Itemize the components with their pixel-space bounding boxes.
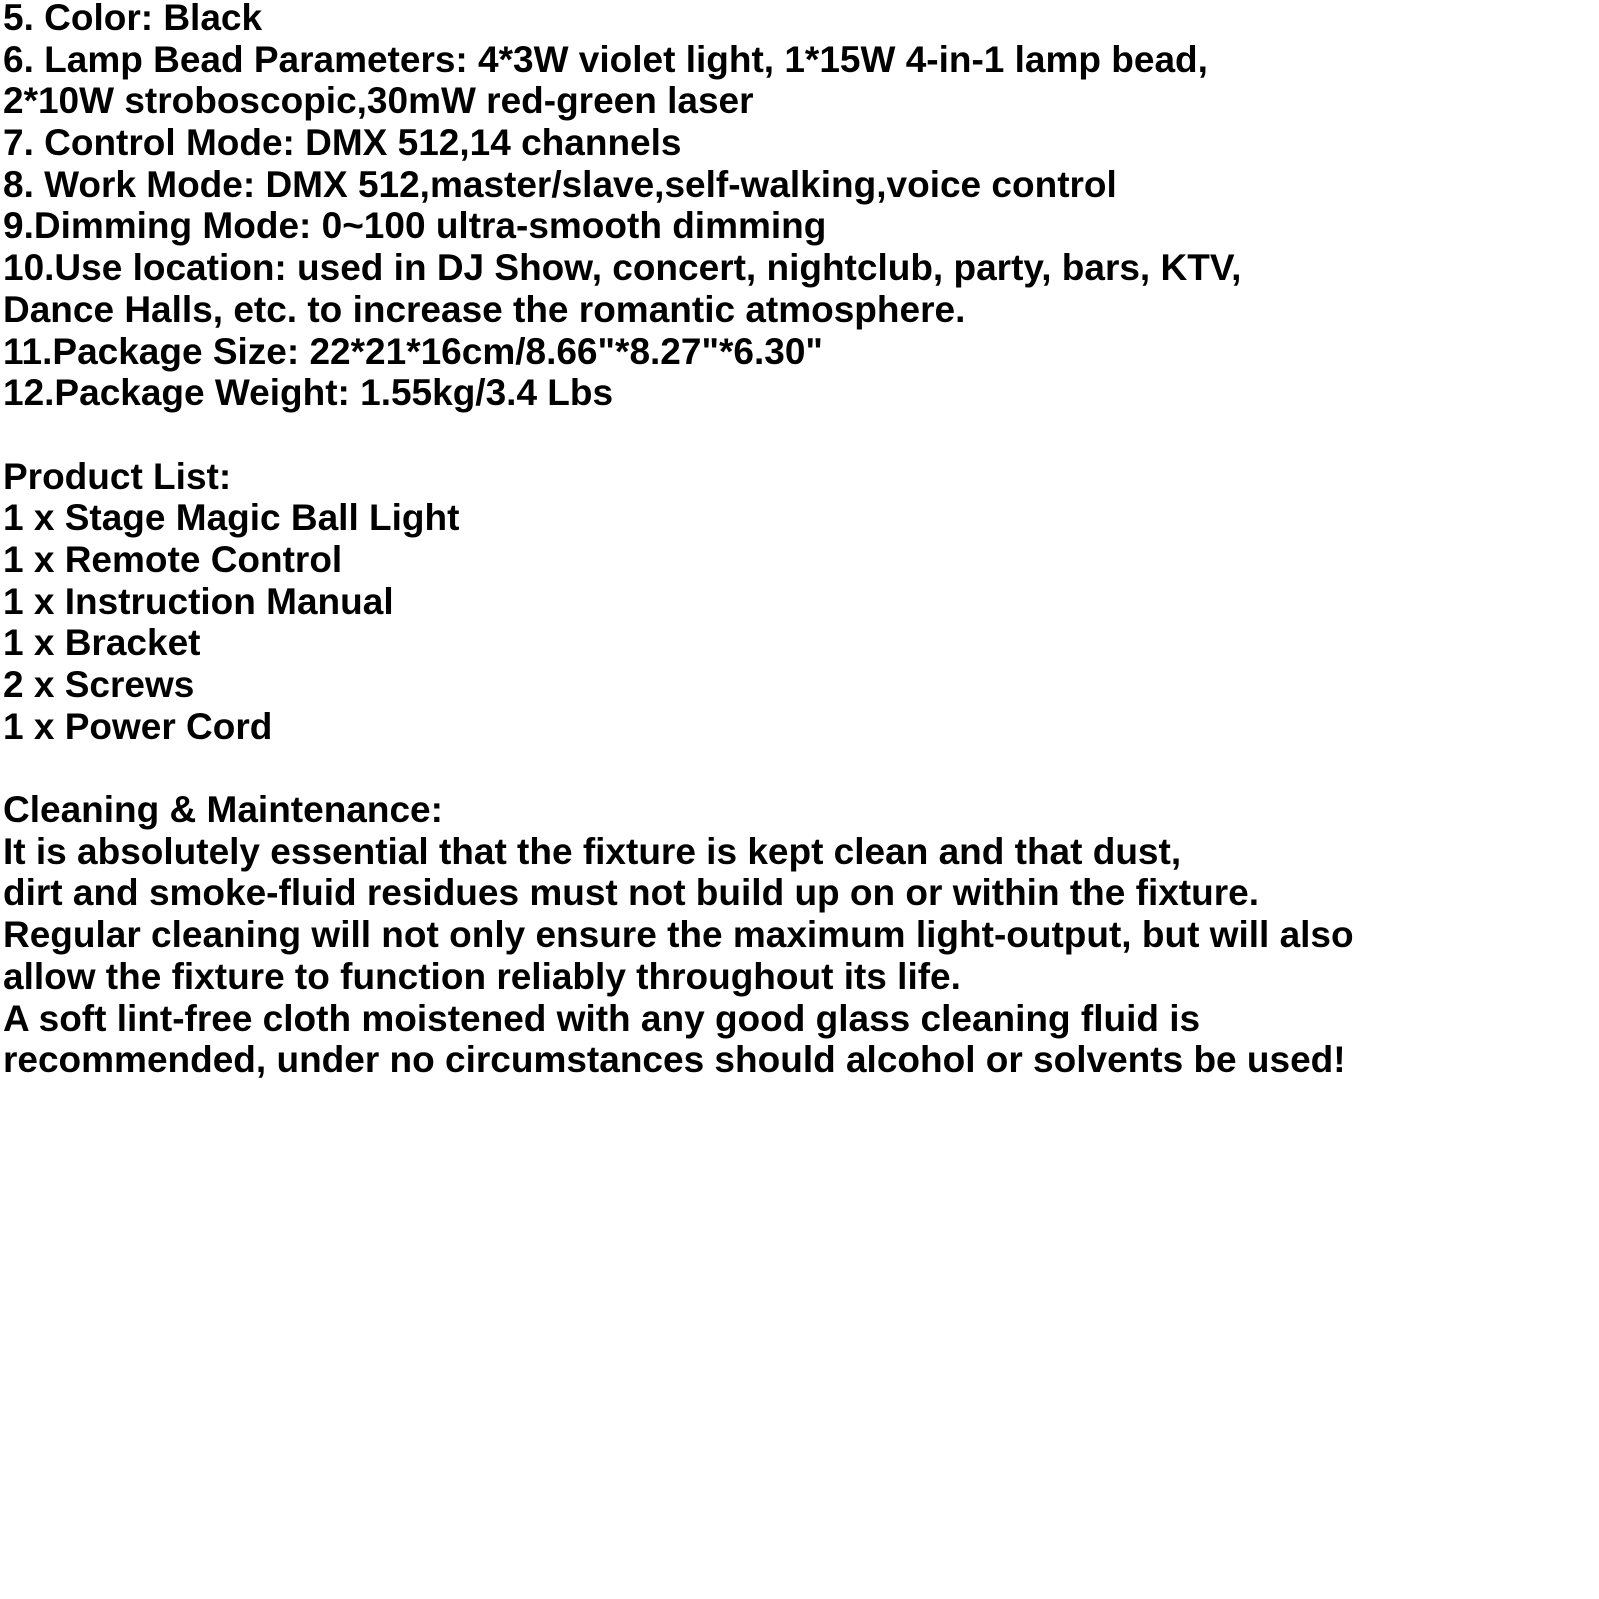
spec-package-weight: 12.Package Weight: 1.55kg/3.4 Lbs [3, 372, 614, 414]
list-item: 1 x Power Cord [3, 705, 273, 747]
section-spacer [3, 747, 1593, 789]
spec-dimming-mode: 9.Dimming Mode: 0~100 ultra-smooth dimming [3, 205, 827, 247]
product-list-heading: Product List: [3, 455, 232, 497]
spec-lamp-bead-parameters-continued: 2*10W stroboscopic,30mW red-green laser [3, 80, 754, 122]
cleaning-text-line: A soft lint-free cloth moistened with any good glass cleaning fluid is [3, 997, 1201, 1039]
spec-use-location-continued: Dance Halls, etc. to increase the romantic atmosphere. [3, 288, 966, 330]
spec-use-location: 10.Use location: used in DJ Show, concert, nightclub, party, bars, KTV, [3, 247, 1242, 289]
list-item: 1 x Bracket [3, 622, 201, 664]
spec-color: 5. Color: Black [3, 0, 263, 38]
list-item: 2 x Screws [3, 664, 195, 705]
spec-lamp-bead-parameters: 6. Lamp Bead Parameters: 4*3W violet light, 1*15W 4-in-1 lamp bead, [3, 38, 1208, 80]
list-item: 1 x Stage Magic Ball Light [3, 497, 460, 539]
spec-control-mode: 7. Control Mode: DMX 512,14 channels [3, 122, 682, 164]
list-item: 1 x Instruction Manual [3, 580, 394, 622]
specifications-section [3, 0, 1593, 414]
spec-package-size: 11.Package Size: 22*21*16cm/8.66"*8.27"*6.30" [3, 330, 823, 372]
product-description-document [3, 0, 1593, 1081]
cleaning-text-line: recommended, under no circumstances should alcohol or solvents be used! [3, 1039, 1346, 1081]
cleaning-text-line: Regular cleaning will not only ensure the maximum light-output, but will also [3, 914, 1354, 956]
section-spacer [3, 414, 1593, 456]
cleaning-text-line: dirt and smoke-fluid residues must not build up on or within the fixture. [3, 872, 1259, 914]
cleaning-text-line: It is absolutely essential that the fixture is kept clean and that dust, [3, 830, 1182, 872]
cleaning-text-line: allow the fixture to function reliably throughout its life. [3, 955, 961, 997]
product-list-section [3, 456, 1593, 748]
spec-work-mode: 8. Work Mode: DMX 512,master/slave,self-walking,voice control [3, 163, 1117, 205]
cleaning-heading: Cleaning & Maintenance: [3, 789, 443, 831]
cleaning-maintenance-section [3, 789, 1593, 1081]
list-item: 1 x Remote Control [3, 538, 343, 580]
